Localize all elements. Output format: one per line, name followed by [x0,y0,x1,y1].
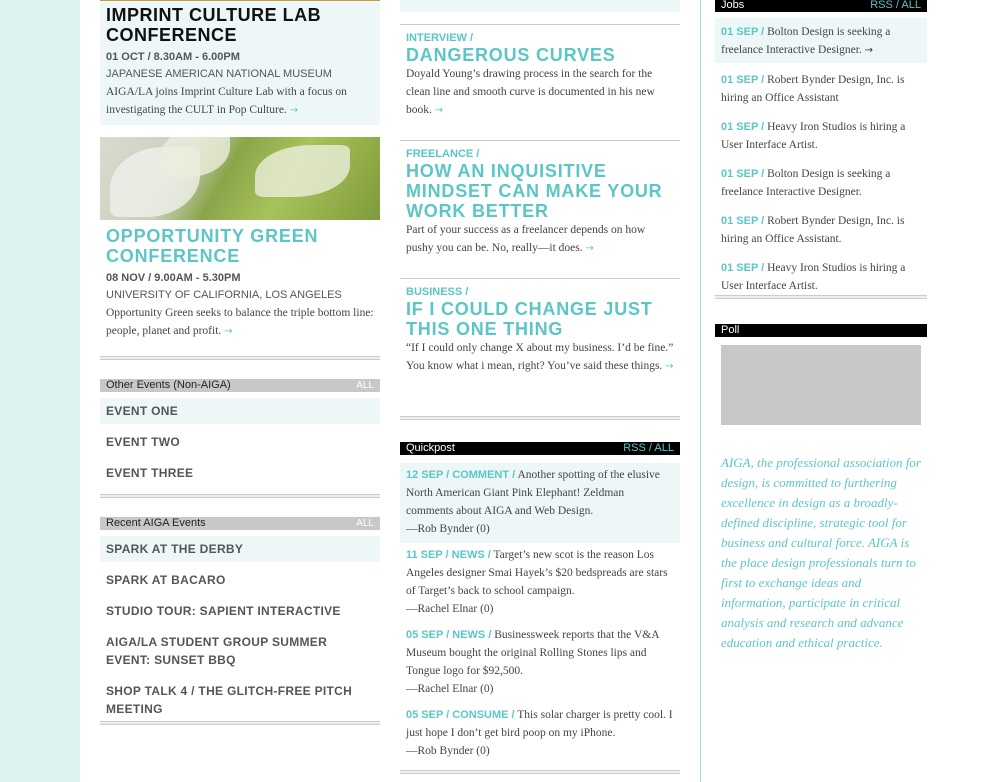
article-summary: Part of your success as a freelancer depends on how pushy you can be. No, really—it does. [406,224,646,254]
mission-statement: AIGA, the professional association for design, is committed to furthering excellence in design as a broadly-defined discipline, strategic tool for business and cultural force. AIGA is the place design professionals turn to first to exchange ideas and information, participate in critical analysis and research and advance education and ethical practice. [721,455,921,650]
rss-all-link[interactable]: RSS / ALL [623,442,674,454]
event-description: AIGA/LA joins Imprint Culture Lab with a focus on investigating the CULT in Pop Culture. [106,86,347,116]
post-meta: 11 SEP / NEWS / [406,549,491,561]
post-author: —Rob Bynder (0) [406,523,490,535]
article [400,24,680,120]
event-venue: JAPANESE AMERICAN NATIONAL MUSEUM [106,68,332,80]
article-category[interactable]: INTERVIEW / [406,32,474,44]
event-title[interactable]: OPPORTUNITY GREEN CONFERENCE [106,226,319,266]
post-author: —Rob Bynder (0) [406,745,490,757]
divider [715,295,927,299]
all-link[interactable]: ALL [356,518,374,529]
all-link[interactable]: ALL [356,380,374,391]
event-link[interactable]: AIGA/LA STUDENT GROUP SUMMER EVENT: SUNSET BBQ [106,635,328,667]
article-category[interactable]: FREELANCE / [406,148,480,160]
event-link[interactable]: STUDIO TOUR: SAPIENT INTERACTIVE [106,604,341,618]
section-title: Quickpost [406,442,455,454]
event-link[interactable]: SPARK AT THE DERBY [100,536,380,562]
event-image [100,137,380,220]
job-text: Heavy Iron Studios is hiring a User Interface Artist. [721,262,906,292]
quickpost-item[interactable] [400,463,680,543]
job-text: Heavy Iron Studios is hiring a User Interface Artist. [721,121,906,151]
job-text: Robert Bynder Design, Inc. is hiring an Office Assistant. [721,215,905,245]
arrow-right-icon[interactable]: → [665,361,674,372]
arrow-right-icon[interactable]: → [289,105,299,116]
event-title[interactable]: IMPRINT CULTURE LAB CONFERENCE [106,5,322,45]
post-text: Another spotting of the elusive North American Giant Pink Elephant! Zeldman comments about AIGA and Web Design. [406,469,660,517]
post-text: Target’s new scot is the reason Los Angeles designer Smai Hayek’s $20 bedspreads are stars of Target’s back to school campaign. [406,549,668,597]
job-text: Bolton Design is seeking a freelance Interactive Designer. [721,168,891,198]
quickpost-section [400,442,680,765]
article-category[interactable]: BUSINESS / [406,286,469,298]
post-meta: 12 SEP / COMMENT / [406,469,516,481]
arrow-right-icon[interactable]: → [434,105,444,116]
article-summary: Doyald Young’s drawing process in the search for the clean line and smooth curve is documented in his new book. [406,68,655,116]
other-events-section [100,379,380,486]
arrow-right-icon[interactable]: → [585,243,594,254]
job-item[interactable]: 01 SEP / Robert Bynder Design, Inc. is hiring an Office Assistant. [721,215,905,245]
divider [100,494,380,498]
event-link[interactable]: SHOP TALK 4 / THE GLITCH-FREE PITCH MEETING [106,684,353,716]
divider [100,721,380,725]
section-title: Other Events (Non-AIGA) [106,379,231,391]
job-item[interactable]: 01 SEP / Bolton Design is seeking a freelance Interactive Designer. → [715,18,927,63]
post-text: Businessweek reports that the V&A Museum bought the original Rolling Stones lips and Tongue logo for $92,500. [406,629,659,677]
article-title[interactable]: IF I COULD CHANGE JUST THIS ONE THING [406,299,653,339]
divider [100,356,380,360]
post-author: —Rachel Elnar (0) [406,603,494,615]
event-link[interactable]: EVENT THREE [106,466,194,480]
divider [400,770,680,774]
arrow-right-icon[interactable]: → [224,326,233,337]
job-text: Robert Bynder Design, Inc. is hiring an Office Assistant [721,74,905,104]
divider [400,416,680,420]
article-title[interactable]: DANGEROUS CURVES [406,45,616,65]
post-meta: 05 SEP / CONSUME / [406,709,515,721]
poll-section [715,324,927,425]
event-link[interactable]: SPARK AT BACARO [106,573,226,587]
article [400,278,680,376]
recent-events-section [100,517,380,722]
quickpost-item[interactable] [400,703,680,765]
section-title: Recent AIGA Events [106,517,206,529]
section-title: Poll [721,324,740,336]
article [400,140,680,258]
column-divider [700,0,701,782]
quickpost-item[interactable] [400,623,680,703]
event-venue: UNIVERSITY OF CALIFORNIA, LOS ANGELES [106,289,342,301]
arrow-right-icon[interactable]: → [864,45,874,56]
event-link[interactable]: EVENT TWO [106,435,181,449]
poll-placeholder[interactable] [721,345,921,425]
post-text: This solar charger is pretty cool. I just hope I don’t get bird poop on my iPhone. [406,709,673,739]
rss-all-link[interactable]: RSS / ALL [870,0,921,11]
jobs-list [715,18,927,298]
post-author: —Rachel Elnar (0) [406,683,494,695]
event-date: 08 NOV / 9.00AM - 5.30PM [106,272,241,284]
post-meta: 05 SEP / NEWS / [406,629,492,641]
event-date: 01 OCT / 8.30AM - 6.00PM [106,51,240,63]
job-text: Bolton Design is seeking a freelance Interactive Designer. [721,26,891,56]
section-title: Jobs [721,0,745,11]
job-item[interactable]: 01 SEP / Heavy Iron Studios is hiring a User Interface Artist. [721,262,906,292]
article-summary: “If I could only change X about my business. I’d be fine.” You know what i mean, right? You’ve said these things. [406,342,674,372]
quickpost-item[interactable] [400,543,680,623]
job-item[interactable]: 01 SEP / Heavy Iron Studios is hiring a User Interface Artist. [721,121,906,151]
left-decorative-strip [0,0,80,782]
featured-event[interactable] [100,0,380,125]
job-item[interactable]: 01 SEP / Bolton Design is seeking a freelance Interactive Designer. [721,168,891,198]
event-description: Opportunity Green seeks to balance the triple bottom line: people, planet and profit. [106,307,374,337]
article-title[interactable]: HOW AN INQUISITIVE MINDSET CAN MAKE YOUR WORK BETTER [406,161,663,221]
event-link[interactable]: EVENT ONE [100,398,380,424]
job-item[interactable]: 01 SEP / Robert Bynder Design, Inc. is hiring an Office Assistant [721,74,905,104]
